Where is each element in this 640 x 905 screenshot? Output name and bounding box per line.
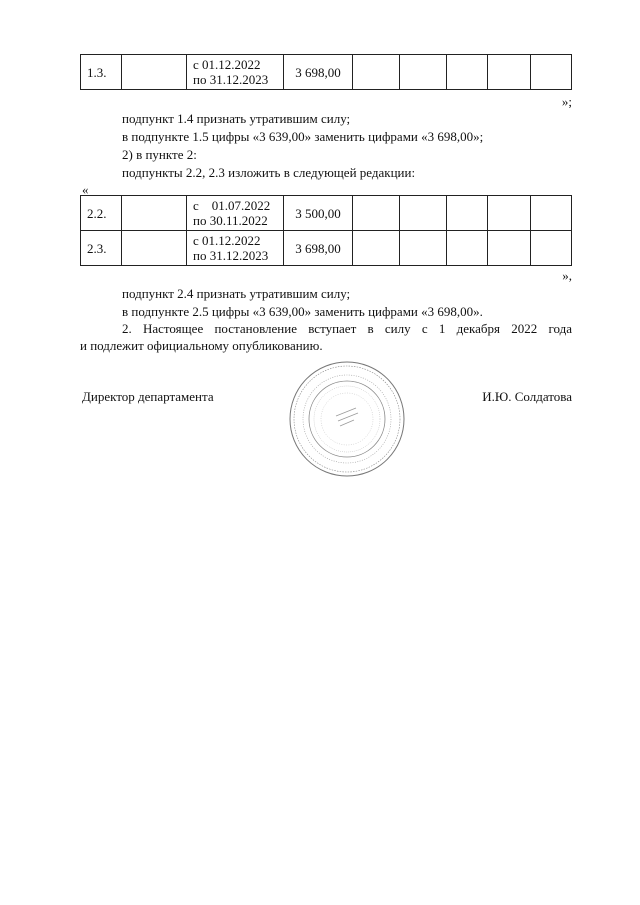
signatory-position: Директор департамента <box>82 389 214 404</box>
empty-cell <box>353 231 400 266</box>
opening-quote: « <box>82 182 89 197</box>
empty-cell <box>353 196 400 231</box>
empty-cell <box>122 196 187 231</box>
paragraph-line: 2) в пункте 2: <box>122 147 197 162</box>
empty-cell <box>400 55 447 90</box>
table-row <box>81 231 572 266</box>
empty-cell <box>531 231 572 266</box>
period-to: по 31.12.2023 <box>193 248 269 263</box>
row-number: 2.3. <box>81 231 122 266</box>
row-number: 1.3. <box>81 55 122 90</box>
empty-cell <box>122 231 187 266</box>
paragraph-line: и подлежит официальному опубликованию. <box>80 338 323 353</box>
period-from: с 01.12.2022 <box>193 233 261 248</box>
paragraph-line: подпункт 2.4 признать утратившим силу; <box>122 286 351 301</box>
value-cell: 3 500,00 <box>284 196 353 231</box>
empty-cell <box>353 55 400 90</box>
empty-cell <box>400 231 447 266</box>
paragraph-line: подпункты 2.2, 2.3 изложить в следующей редакции: <box>122 165 416 180</box>
tariff-table-2 <box>80 195 572 266</box>
empty-cell <box>531 55 572 90</box>
closing-quote: », <box>562 268 572 283</box>
period-from: с 01.07.2022 <box>193 198 271 213</box>
period-cell <box>187 55 284 90</box>
value-cell: 3 698,00 <box>284 55 353 90</box>
paragraph-line: в подпункте 2.5 цифры «3 639,00» заменить цифрами «3 698,00». <box>122 304 483 319</box>
value-cell: 3 698,00 <box>284 231 353 266</box>
empty-cell <box>447 196 488 231</box>
paragraph-line: в подпункте 1.5 цифры «3 639,00» заменить цифрами «3 698,00»; <box>122 129 484 144</box>
empty-cell <box>447 231 488 266</box>
table-row <box>81 196 572 231</box>
table-row <box>81 55 572 90</box>
closing-quote: »; <box>561 94 572 109</box>
empty-cell <box>488 55 531 90</box>
period-cell <box>187 231 284 266</box>
row-number: 2.2. <box>81 196 122 231</box>
empty-cell <box>488 196 531 231</box>
period-to: по 31.12.2023 <box>193 72 269 87</box>
empty-cell <box>122 55 187 90</box>
tariff-table-1 <box>80 54 572 90</box>
period-from: с 01.12.2022 <box>193 57 261 72</box>
empty-cell <box>447 55 488 90</box>
period-cell <box>187 196 284 231</box>
paragraph-line: подпункт 1.4 признать утратившим силу; <box>122 111 351 126</box>
period-to: по 30.11.2022 <box>193 213 268 228</box>
paragraph-line: 2. Настоящее постановление вступает в силу с 1 декабря 2022 года <box>122 321 572 336</box>
empty-cell <box>531 196 572 231</box>
empty-cell <box>400 196 447 231</box>
empty-cell <box>488 231 531 266</box>
signatory-name: И.Ю. Солдатова <box>482 389 572 404</box>
official-seal-icon <box>288 360 406 478</box>
